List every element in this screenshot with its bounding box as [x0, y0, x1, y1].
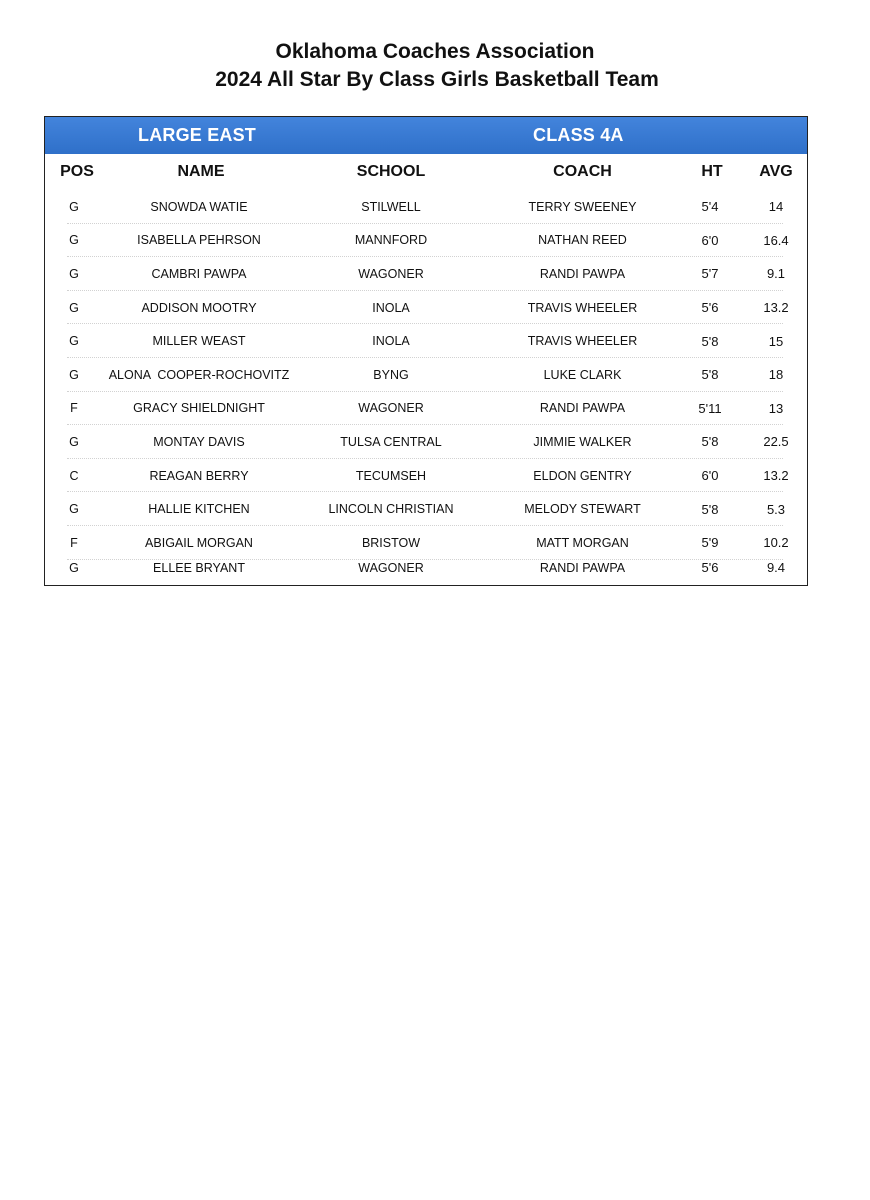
cell-coach: TERRY SWEENEY — [528, 199, 637, 214]
cell-coach: MATT MORGAN — [536, 535, 629, 550]
cell-average: 9.4 — [766, 560, 786, 576]
cell-player-name: MONTAY DAVIS — [153, 434, 245, 449]
cell-coach: RANDI PAWPA — [539, 401, 626, 416]
cell-height: 5'7 — [701, 266, 719, 282]
cell-player-name: HALLIE KITCHEN — [148, 502, 250, 517]
cell-position: G — [69, 367, 79, 382]
roster-table — [44, 116, 808, 586]
cell-coach: JIMMIE WALKER — [533, 434, 632, 449]
cell-average: 14 — [768, 199, 784, 215]
table-header-band — [45, 117, 807, 154]
column-header-school: SCHOOL — [356, 163, 426, 180]
cell-school: BYNG — [373, 367, 409, 382]
cell-height: 6'0 — [701, 468, 719, 484]
cell-player-name: ELLEE BRYANT — [153, 560, 245, 575]
cell-position: G — [69, 560, 79, 575]
cell-coach: NATHAN REED — [538, 233, 627, 248]
cell-school: INOLA — [372, 300, 410, 315]
cell-height: 5'4 — [701, 199, 719, 215]
table-row — [45, 459, 807, 493]
column-header-coach: COACH — [553, 163, 612, 180]
cell-position: G — [69, 300, 79, 315]
cell-coach: TRAVIS WHEELER — [527, 300, 638, 315]
cell-height: 5'8 — [701, 333, 719, 349]
cell-height: 5'9 — [701, 535, 719, 551]
cell-player-name: ALONA COOPER-ROCHOVITZ — [108, 367, 290, 382]
cell-school: TULSA CENTRAL — [340, 434, 442, 449]
cell-coach: LUKE CLARK — [543, 367, 622, 382]
table-row — [45, 224, 807, 258]
cell-school: TECUMSEH — [355, 468, 427, 483]
table-row — [45, 257, 807, 291]
table-row — [45, 492, 807, 526]
cell-average: 13.2 — [763, 468, 789, 484]
cell-height: 5'6 — [701, 560, 719, 576]
cell-school: WAGONER — [358, 401, 424, 416]
cell-player-name: ADDISON MOOTRY — [141, 300, 257, 315]
region-label: LARGE EAST — [138, 125, 257, 145]
table-row — [45, 291, 807, 325]
cell-player-name: REAGAN BERRY — [149, 468, 249, 483]
table-row — [45, 358, 807, 392]
cell-average: 9.1 — [766, 266, 786, 282]
cell-height: 5'11 — [698, 400, 722, 416]
cell-player-name: ABIGAIL MORGAN — [145, 535, 253, 550]
cell-school: STILWELL — [361, 199, 421, 214]
table-row — [45, 324, 807, 358]
column-header-row — [45, 154, 807, 190]
cell-player-name: CAMBRI PAWPA — [151, 266, 247, 281]
cell-average: 5.3 — [766, 501, 786, 517]
column-header-average: AVG — [759, 163, 793, 180]
column-header-height: HT — [701, 163, 723, 180]
cell-player-name: SNOWDA WATIE — [150, 199, 248, 214]
class-label: CLASS 4A — [533, 125, 624, 145]
cell-height: 5'8 — [701, 434, 719, 450]
cell-position: G — [69, 233, 79, 248]
cell-school: BRISTOW — [361, 535, 421, 550]
column-header-pos: POS — [60, 163, 94, 180]
cell-school: MANNFORD — [354, 233, 428, 248]
cell-position: G — [69, 266, 79, 281]
cell-position: F — [70, 401, 78, 416]
table-row — [45, 551, 807, 585]
cell-school: WAGONER — [358, 560, 424, 575]
cell-position: F — [70, 535, 78, 550]
cell-height: 5'8 — [701, 367, 719, 383]
cell-school: INOLA — [372, 334, 410, 349]
cell-position: G — [69, 199, 79, 214]
table-row — [45, 392, 807, 426]
cell-average: 15 — [768, 333, 784, 349]
cell-school: LINCOLN CHRISTIAN — [328, 502, 454, 517]
document-subtitle: 2024 All Star By Class Girls Basketball Team — [215, 68, 659, 91]
cell-height: 5'6 — [701, 300, 719, 316]
document-title: Oklahoma Coaches Association — [275, 40, 595, 63]
cell-coach: RANDI PAWPA — [539, 266, 626, 281]
cell-height: 5'8 — [701, 501, 719, 517]
cell-coach: RANDI PAWPA — [539, 560, 626, 575]
cell-position: G — [69, 502, 79, 517]
cell-player-name: MILLER WEAST — [152, 334, 246, 349]
cell-average: 22.5 — [763, 434, 789, 450]
cell-position: G — [69, 334, 79, 349]
cell-position: C — [69, 468, 79, 483]
cell-height: 6'0 — [701, 232, 719, 248]
cell-average: 18 — [768, 367, 784, 383]
cell-coach: MELODY STEWART — [524, 502, 641, 517]
cell-player-name: GRACY SHIELDNIGHT — [133, 401, 265, 416]
column-header-name: NAME — [177, 163, 225, 180]
cell-coach: TRAVIS WHEELER — [527, 334, 638, 349]
cell-coach: ELDON GENTRY — [533, 468, 632, 483]
table-row — [45, 425, 807, 459]
cell-average: 16.4 — [763, 232, 789, 248]
cell-average: 10.2 — [763, 535, 789, 551]
cell-school: WAGONER — [358, 266, 424, 281]
cell-average: 13.2 — [763, 300, 789, 316]
cell-average: 13 — [768, 400, 784, 416]
cell-player-name: ISABELLA PEHRSON — [137, 233, 261, 248]
cell-position: G — [69, 434, 79, 449]
table-row — [45, 190, 807, 224]
